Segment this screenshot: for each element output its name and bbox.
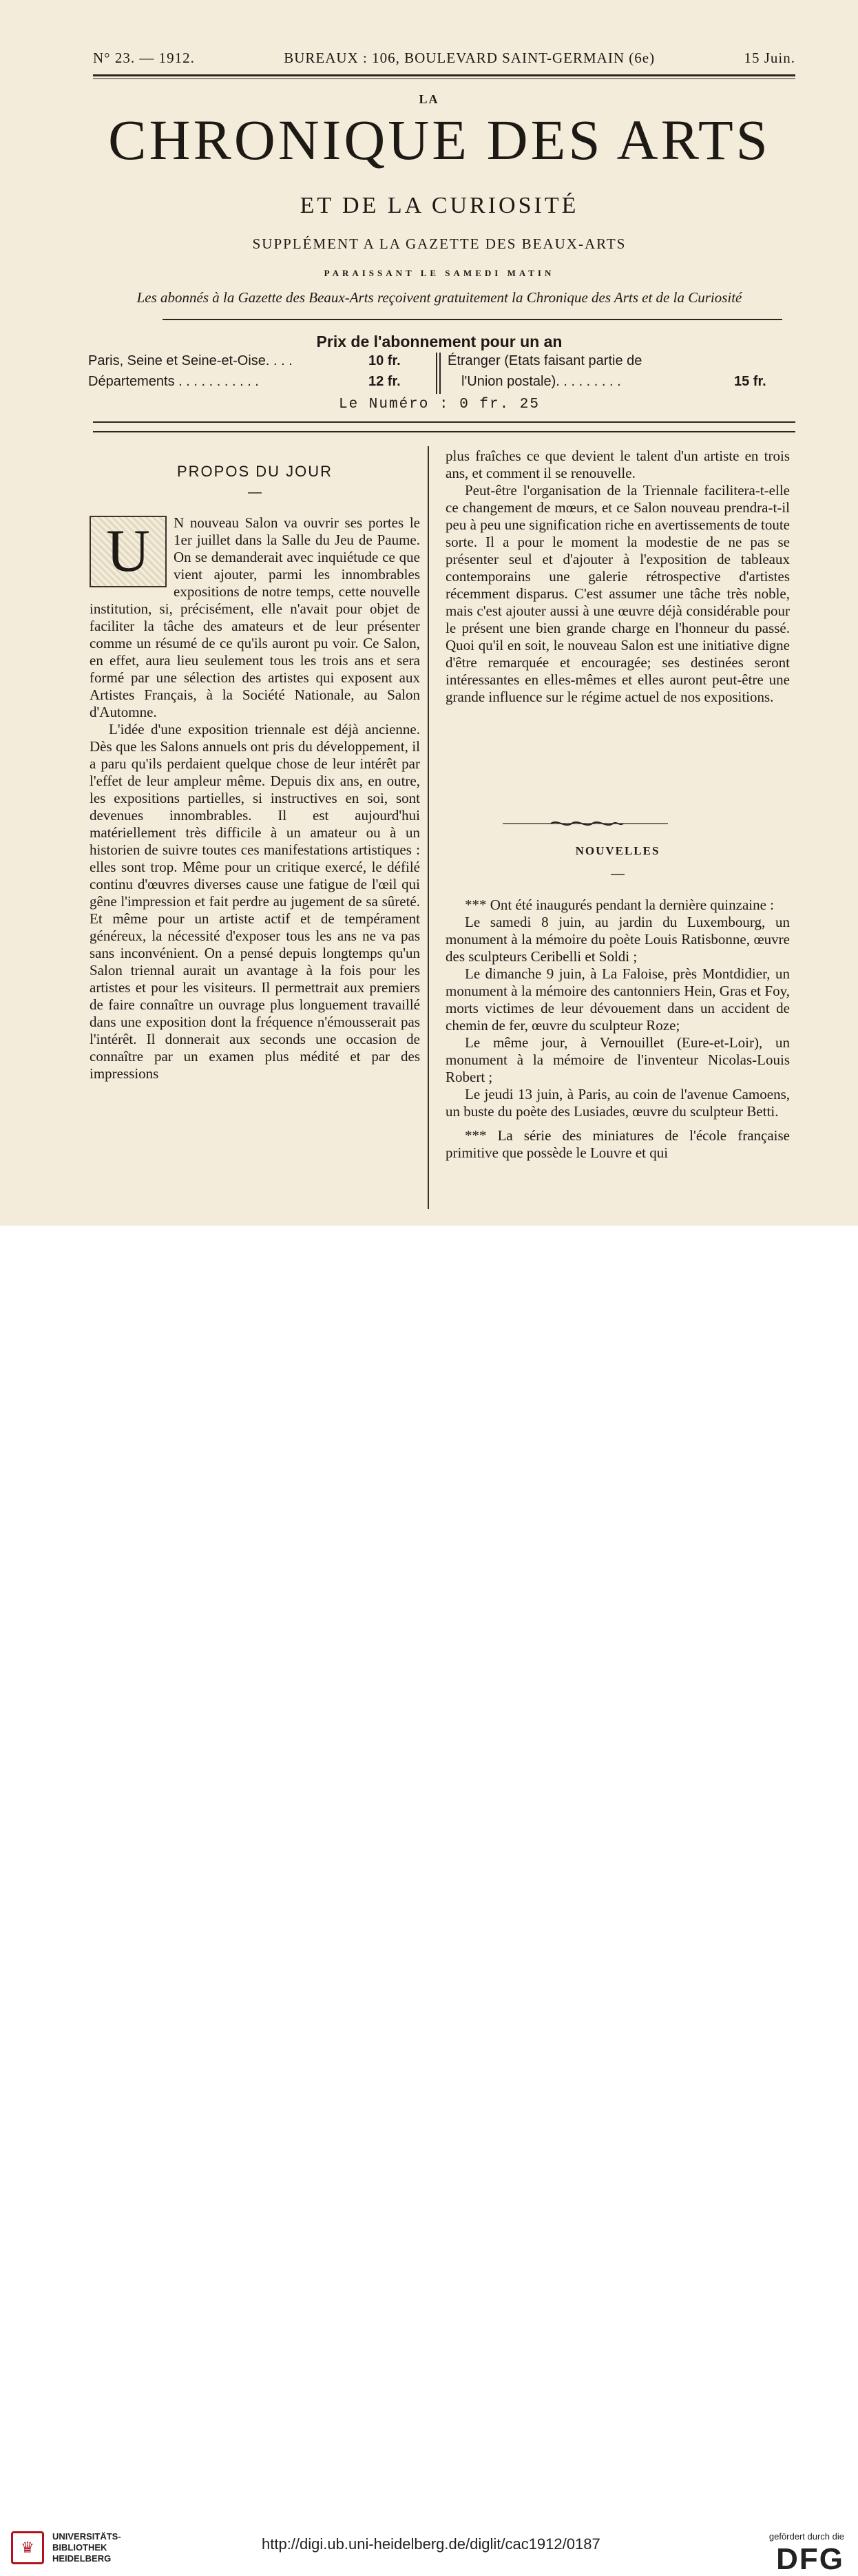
article-heading-dash: —: [248, 485, 262, 500]
nouvelles-paragraph-6: *** La série des miniatures de l'école française primitive que possède le Louvre et qui: [446, 1127, 790, 1161]
library-name-line3: HEIDELBERG: [52, 2553, 112, 2564]
masthead-subtitle: ET DE LA CURIOSITÉ: [300, 193, 579, 218]
rule-below-prix-2: [93, 431, 795, 432]
departements-price-value: 12 fr.: [368, 374, 401, 389]
bureaux-address: BUREAUX : 106, BOULEVARD SAINT-GERMAIN (6e): [284, 50, 656, 66]
nouvelles-paragraph-1: *** Ont été inaugurés pendant la dernière quinzaine :: [465, 897, 774, 913]
etranger-line2: l'Union postale). . . . . . . . .: [461, 374, 621, 389]
subscription-title: Prix de l'abonnement pour un an: [316, 333, 563, 350]
departements-label: Départements . . . . . . . . . . .: [88, 374, 259, 389]
nouvelles-paragraph-4: Le même jour, à Vernouillet (Eure-et-Loir), un monument à la mémoire de l'inventeur Nicolas-Louis Robert ;: [446, 1034, 790, 1085]
top-rule: [93, 74, 795, 76]
issue-number: N° 23. — 1912.: [93, 50, 195, 66]
article-left-column: [90, 514, 420, 1082]
abonnes-line: Les abonnés à la Gazette des Beaux-Arts reçoivent gratuitement la Chronique des Arts et de la Curiosité: [136, 289, 742, 306]
article-paragraph-2: L'idée d'une exposition triennale est déjà ancienne. Dès que les Salons annuels ont pris du développement, il a paru qu'ils perdaient quelque chose de leur intérêt par l'effet de leur ampleur même. Depuis dix ans, en outre, les expositions partielles, si instructives en soi, sont devenues innombrables. Il est aujourd'hui matériellement très difficile à un amateur ou à un historien de suivre toutes ces manifestations artistiques : elles sont trop. Même pour un critique exercé, le défilé continu d'œuvres diverses cause une fatigue de l'œil qui gêne l'impression et fait perdre au jugement de sa sûreté. Et même pour un artiste actif et de tempérament généreux, la nécessité d'exposer tous les ans ne va pas sans inconvénient. On a pensé depuis longtemps qu'un Salon triennal aurait un avantage à la fois pour les artistes et pour les visiteurs. Il permettrait aux premiers de faire connaître un ouvrage plus longuement travaillé dans une exposition dont la fréquence n'émousserait pas l'intérêt. Il donnerait aux seconds une occasion de connaître par un examen plus médité et par des impressions: [90, 721, 420, 1082]
masthead-title: CHRONIQUE DES ARTS: [108, 108, 771, 171]
issue-date: 15 Juin.: [744, 50, 795, 66]
paris-label: Paris, Seine et Seine-et-Oise. . . .: [88, 353, 293, 368]
departements-price: [368, 374, 401, 390]
article-heading: PROPOS DU JOUR: [176, 463, 333, 480]
parution-line: PARAISSANT LE SAMEDI MATIN: [324, 268, 555, 278]
nouvelles-heading: NOUVELLES: [575, 844, 660, 857]
subscription-divider: [436, 353, 441, 394]
rule-below-prix-1: [93, 421, 795, 423]
library-name-line2: BIBLIOTHEK: [52, 2542, 107, 2553]
masthead-la: LA: [419, 92, 439, 106]
paris-price: [368, 353, 401, 369]
dfg-wordmark: DFG: [776, 2542, 844, 2576]
supplement-line: SUPPLÉMENT A LA GAZETTE DES BEAUX-ARTS: [252, 235, 627, 252]
article-paragraph-1: N nouveau Salon va ouvrir ses portes le 1er juillet dans la Salle du Jeu de Paume. On se demanderait avec inquiétude ce que vient ajouter, parmi les innombrables expositions de notre temps, cette nouvelle institution, si, précisément, elle n'avait pour objet de faciliter la tâche des amateurs et de leur présenter comme un résumé de ce qu'ils auront pu voir. Ce Salon, en effet, aura lieu seulement tous les trois ans et sera formé par une sélection des artistes qui exposent aux Artistes Français, à la Société Nationale, au Salon d'Automne.: [90, 514, 420, 720]
column-divider: [428, 446, 429, 1209]
section-ornament: [503, 819, 668, 828]
library-logo: [11, 2531, 121, 2564]
nouvelles-column: [446, 897, 790, 1162]
dropcap-ornament: [90, 516, 167, 587]
numero-price: Le Numéro : 0 fr. 25: [338, 397, 541, 412]
paris-price-value: 10 fr.: [368, 353, 401, 368]
etranger-price: [734, 374, 766, 390]
rule-above-prix: [163, 319, 782, 320]
nouvelles-paragraph-3: Le dimanche 9 juin, à La Faloise, près Montdidier, un monument à la mémoire des cantonniers Hein, Gras et Foy, morts victimes de leur dévouement dans un accident de chemin de fer, œuvre du sculpteur Roze;: [446, 965, 790, 1034]
digitization-footer: [0, 1226, 858, 2576]
article-paragraph-4: Peut-être l'organisation de la Triennale facilitera-t-elle ce changement de mœurs, et ce Salon nouveau prendra-t-il peu à peu une signification riche en avertissements de toute sorte. Il a pour le moment la modestie de ne pas se présenter seul et d'ajouter à l'exposition de tableaux contemporains une galerie rétrospective d'artistes récemment disparus. C'est assumer une tâche très noble, mais c'est ajouter aussi à une œuvre déjà considérable pour le présent une bien grande charge en l'honneur du passé. Quoi qu'il en soit, le nouveau Salon est une initiative digne d'être remarquée et encouragée; ses destinées seront intéressantes en elles-mêmes et elles auront peut-être une grande influence sur le régime actuel de nos expositions.: [446, 482, 790, 705]
nouvelles-heading-dash: —: [611, 866, 625, 881]
nouvelles-paragraph-2: Le samedi 8 juin, au jardin du Luxembourg, un monument à la mémoire du poète Louis Ratisbonne, œuvre des sculpteurs Ceribelli et Soldi ;: [446, 914, 790, 965]
scanned-page: [0, 0, 858, 1226]
library-name-line1: UNIVERSITÄTS-: [52, 2531, 121, 2542]
article-paragraph-3: plus fraîches ce que devient le talent d'un artiste en trois ans, et comment il se renouvelle.: [446, 448, 790, 481]
source-url-link[interactable]: http://digi.ub.uni-heidelberg.de/diglit/cac1912/0187: [262, 2535, 600, 2553]
top-rule-thin: [93, 78, 795, 79]
masthead-topline: [93, 50, 795, 67]
funded-by-text: gefördert durch die: [768, 2531, 844, 2542]
nouvelles-paragraph-5: Le jeudi 13 juin, à Paris, au coin de l'avenue Camoens, un buste du poète des Lusiades, œuvre du sculpteur Betti.: [446, 1086, 790, 1120]
library-seal-icon: ♛: [11, 2531, 44, 2564]
library-name: [52, 2531, 121, 2564]
article-right-column: [446, 448, 790, 706]
dfg-logo: [769, 2531, 844, 2575]
dropcap-letter: U: [106, 518, 150, 585]
etranger-price-value: 15 fr.: [734, 374, 766, 389]
etranger-line1: Étranger (Etats faisant partie de: [448, 353, 642, 368]
